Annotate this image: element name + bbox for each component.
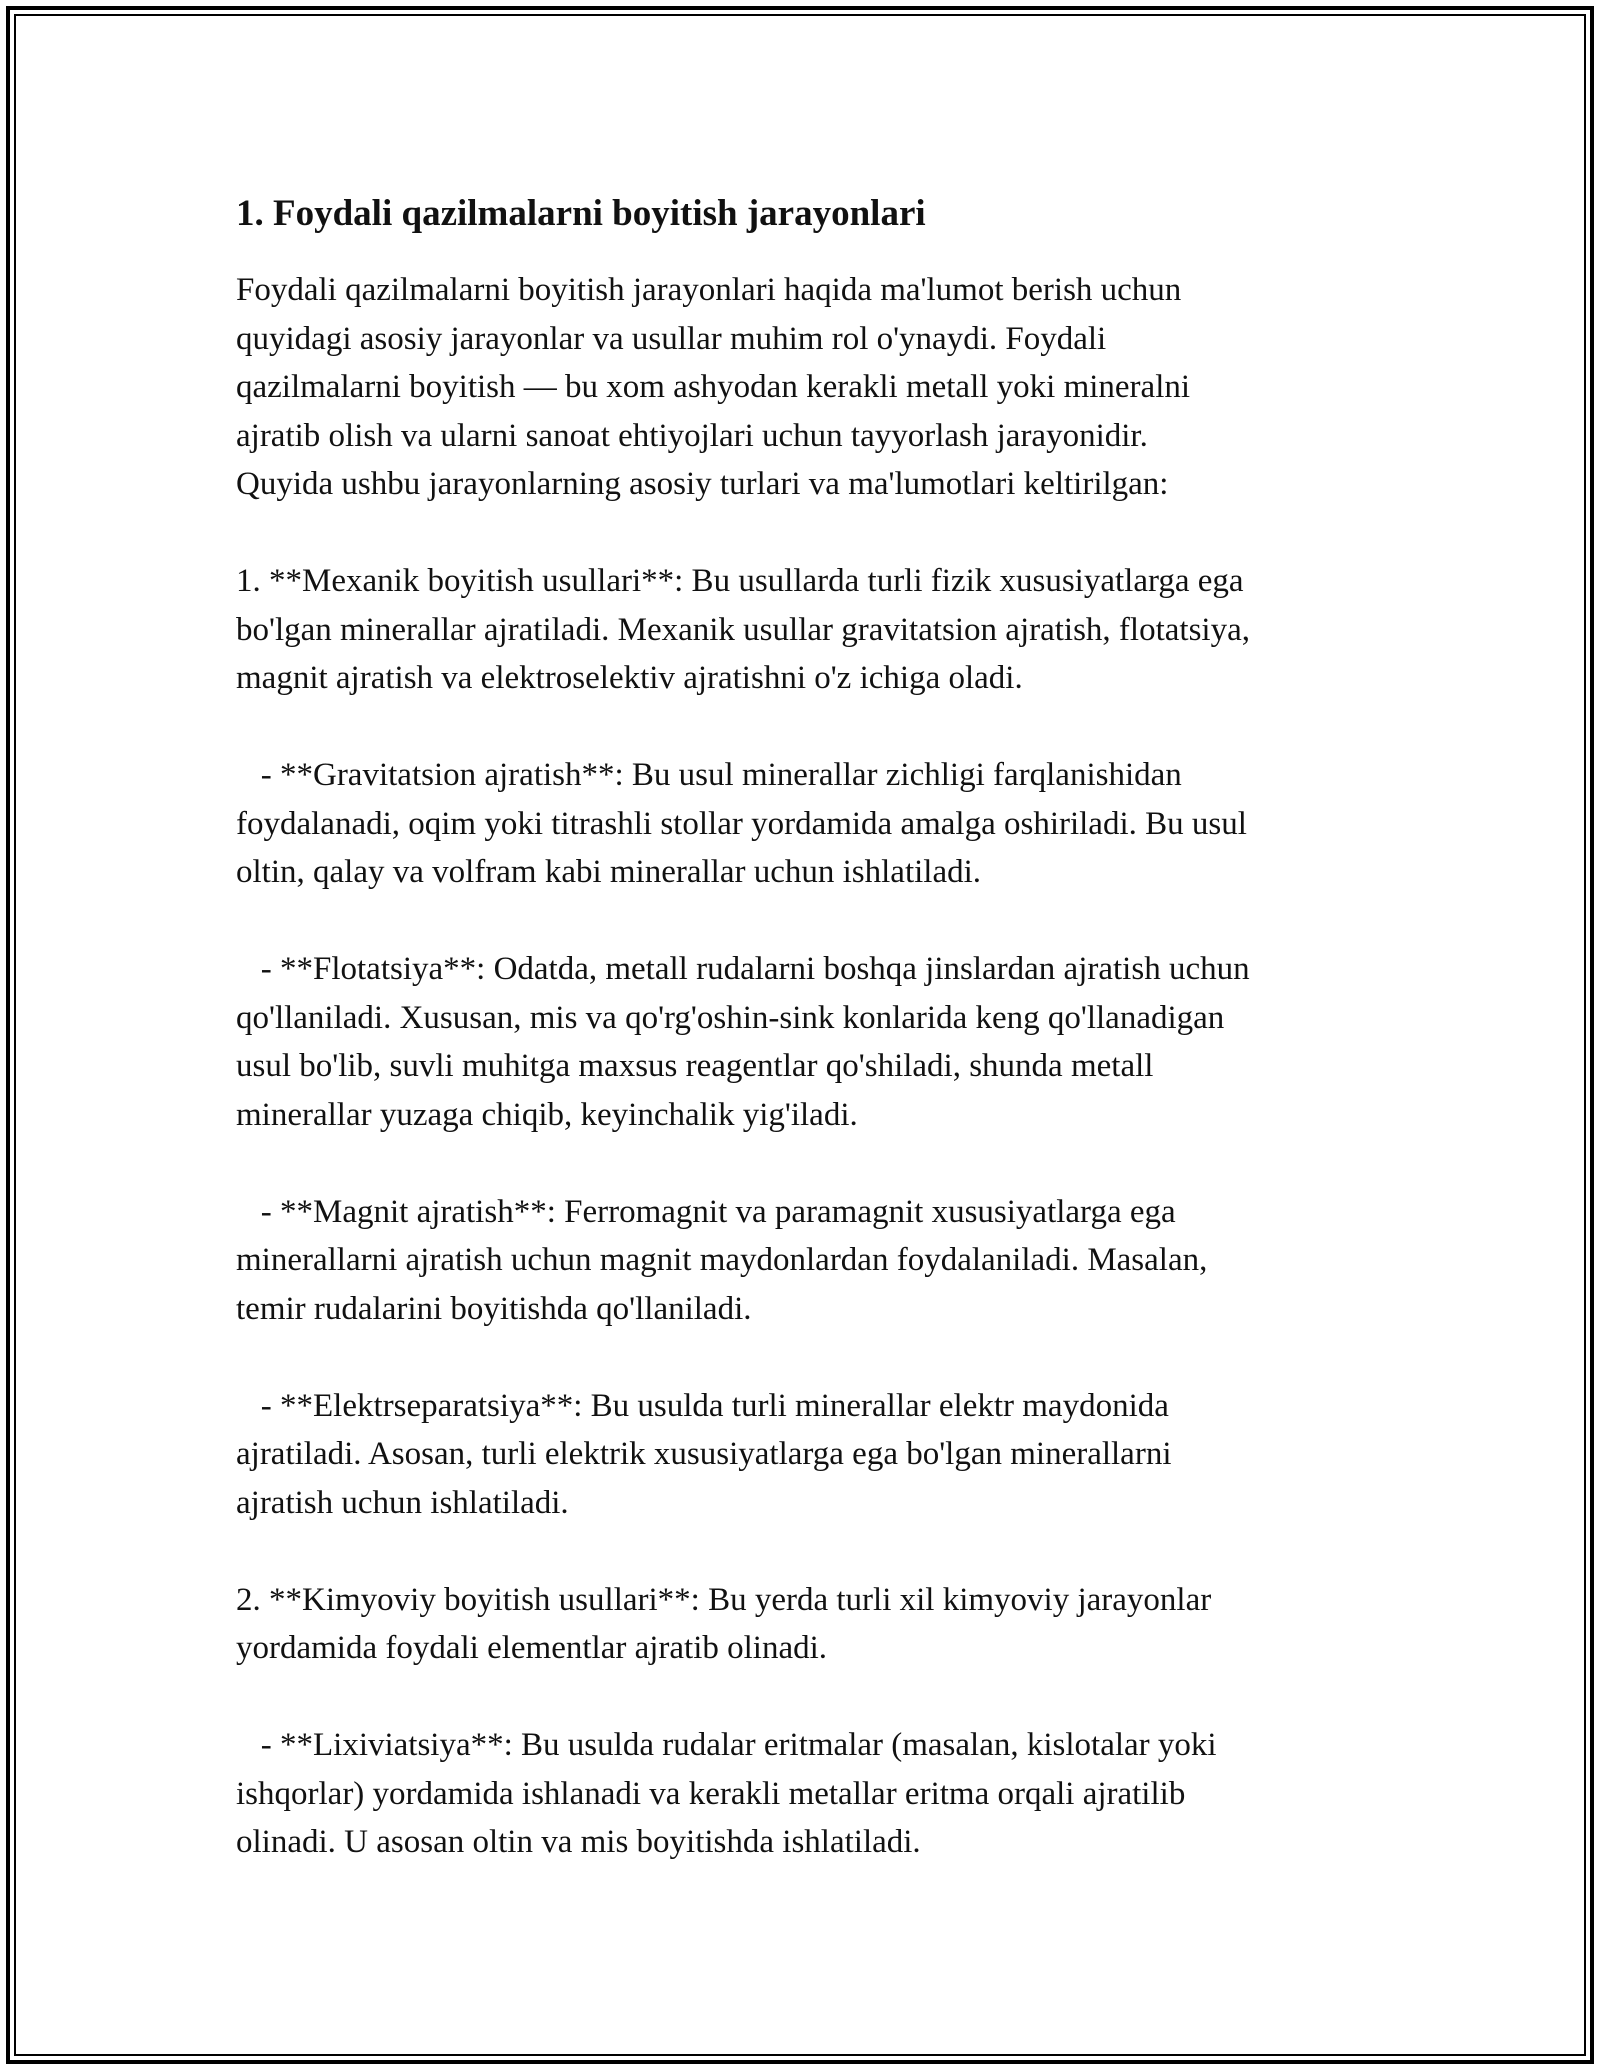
document-body: Foydali qazilmalarni boyitish jarayonlari haqida ma'lumot berish uchun quyidagi asosiy jarayonlar va usullar muhim rol o'ynaydi. Foydali qazilmalarni boyitish — bu xom ashyodan kerakli metall yoki mineralni ajratib olish va ularni sanoat ehtiyojlari uchun tayyorlash jarayonidir. Quyida ushbu jarayonlarning asosiy turlari va ma'lumotlari keltirilgan: 1. **Mexanik boyitish usullari**: Bu usullarda turli fizik xususiyatlarga ega bo'lgan minerallar ajratiladi. Mexanik usullar gravitatsion ajratish, flotatsiya, magnit ajratish va elektroselektiv ajratishni o'z ichiga oladi. - **Gravitatsion ajratish**: Bu usul minerallar zichligi farqlanishidan foydalanadi, oqim yoki titrashli stollar yordamida amalga oshiriladi. Bu usul oltin, qalay va volfram kabi minerallar uchun ishlatiladi. - **Flotatsiya**: Odatda, metall rudalarni boshqa jinslardan ajratish uchun qo'llaniladi. Xususan, mis va qo'rg'oshin-sink konlarida keng qo'llanadigan usul bo'lib, suvli muhitga maxsus reagentlar qo'shiladi, shunda metall minerallar yuzaga chiqib, keyinchalik yig'iladi. - **Magnit ajratish**: Ferromagnit va paramagnit xususiyatlarga ega minerallarni ajratish uchun magnit maydonlardan foydalaniladi. Masalan, temir rudalarini boyitishda qo'llaniladi. - **Elektrseparatsiya**: Bu usulda turli minerallar elektr maydonida ajratiladi. Asosan, turli elektrik xususiyatlarga ega bo'lgan minerallarni ajratish uchun ishlatiladi. 2. **Kimyoviy boyitish usullari**: Bu yerda turli xil kimyoviy jarayonlar yordamida foydali elementlar ajratib olinadi. - **Lixiviatsiya**: Bu usulda rudalar eritmalar (masalan, kislotalar yoki ishqorlar) yordamida ishlanadi va kerakli metallar eritma orqali ajratilib olinadi. U asosan oltin va mis boyitishda ishlatiladi. bbox=[236, 272, 1250, 1860]
document-content bbox=[236, 190, 1386, 1867]
document-title: 1. Foydali qazilmalarni boyitish jarayonlari bbox=[236, 193, 926, 234]
